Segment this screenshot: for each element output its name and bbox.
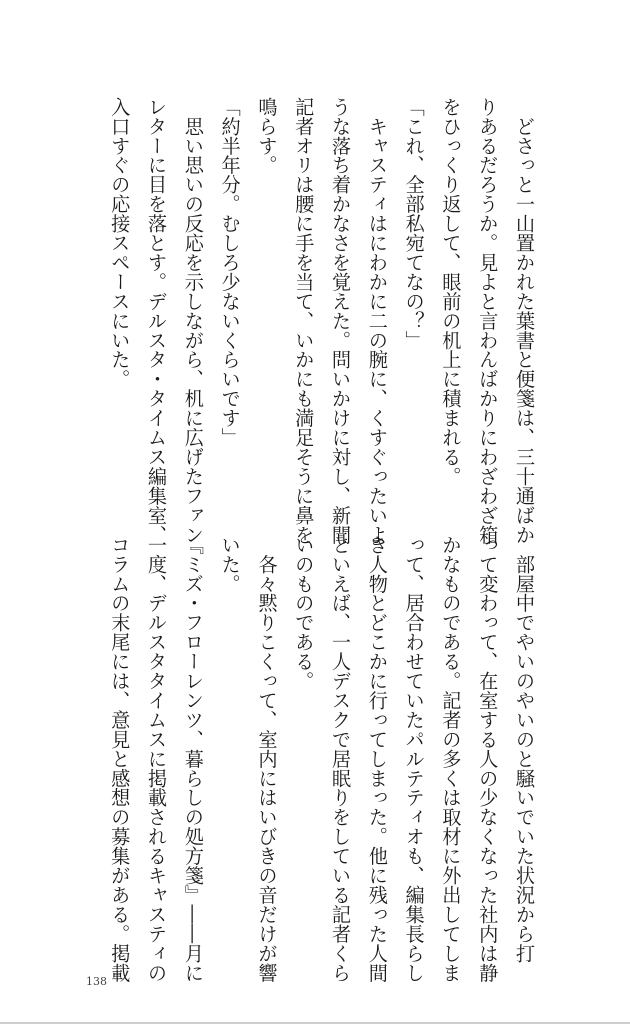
text-line: どさっと一山置かれた葉書と便箋は、三十通ばか — [513, 97, 536, 545]
text-line: 入口すぐの応接スペースにいた。 — [108, 97, 132, 389]
text-line: 『ミズ・フローレンツ、暮らしの処方箋』――月に — [181, 535, 205, 983]
text-line: 鳴らす。 — [255, 97, 279, 175]
text-line: 思い思いの反応を示しながら、机に広げたファン — [181, 97, 205, 545]
text-line: って変わって、在室する人の少なくなった社内は静 — [476, 535, 500, 983]
text-block-bottom — [100, 535, 542, 983]
text-line: レターに目を落とす。デルスタ・タイムス編集室、 — [145, 97, 169, 545]
text-line: 部屋中でやいのやいのと騒いでいた状況から打 — [513, 535, 536, 963]
text-line: って、居合わせていたパルテティオも、編集長らし — [402, 535, 426, 983]
text-line: き人物とどこかに行ってしまった。他に残った人間 — [365, 535, 389, 983]
text-line: をひっくり返して、眼前の机上に積まれる。 — [439, 97, 463, 486]
text-line: かなものである。記者の多くは取材に外出してしま — [439, 535, 463, 983]
text-line: いのものである。 — [292, 535, 316, 691]
text-line: といえば、一人デスクで居眠りをしている記者くら — [329, 535, 353, 983]
text-line: 「これ、全部私宛てなの？」 — [402, 97, 426, 350]
text-line: 「約半年分。むしろ少ないくらいです」 — [218, 97, 242, 448]
text-line: 一度、デルスタタイムスに掲載されるキャスティの — [145, 535, 169, 983]
text-line: うな落ち着かなさを覚えた。問いかけに対し、新聞 — [329, 97, 353, 545]
text-line: 各々黙りこくって、室内にはいびきの音だけが響 — [255, 535, 279, 983]
text-line: コラムの末尾には、意見と感想の募集がある。掲載 — [108, 535, 132, 983]
text-line: りあるだろうか。見よと言わんばかりにわざわざ箱 — [476, 97, 500, 545]
page-number: 138 — [86, 975, 107, 988]
text-line: いた。 — [218, 535, 242, 594]
text-line: キャスティはにわかに二の腕に、くすぐったいよ — [365, 97, 389, 545]
text-line: 記者オリは腰に手を当て、いかにも満足そうに鼻を — [292, 97, 316, 545]
text-block-top — [100, 97, 542, 545]
